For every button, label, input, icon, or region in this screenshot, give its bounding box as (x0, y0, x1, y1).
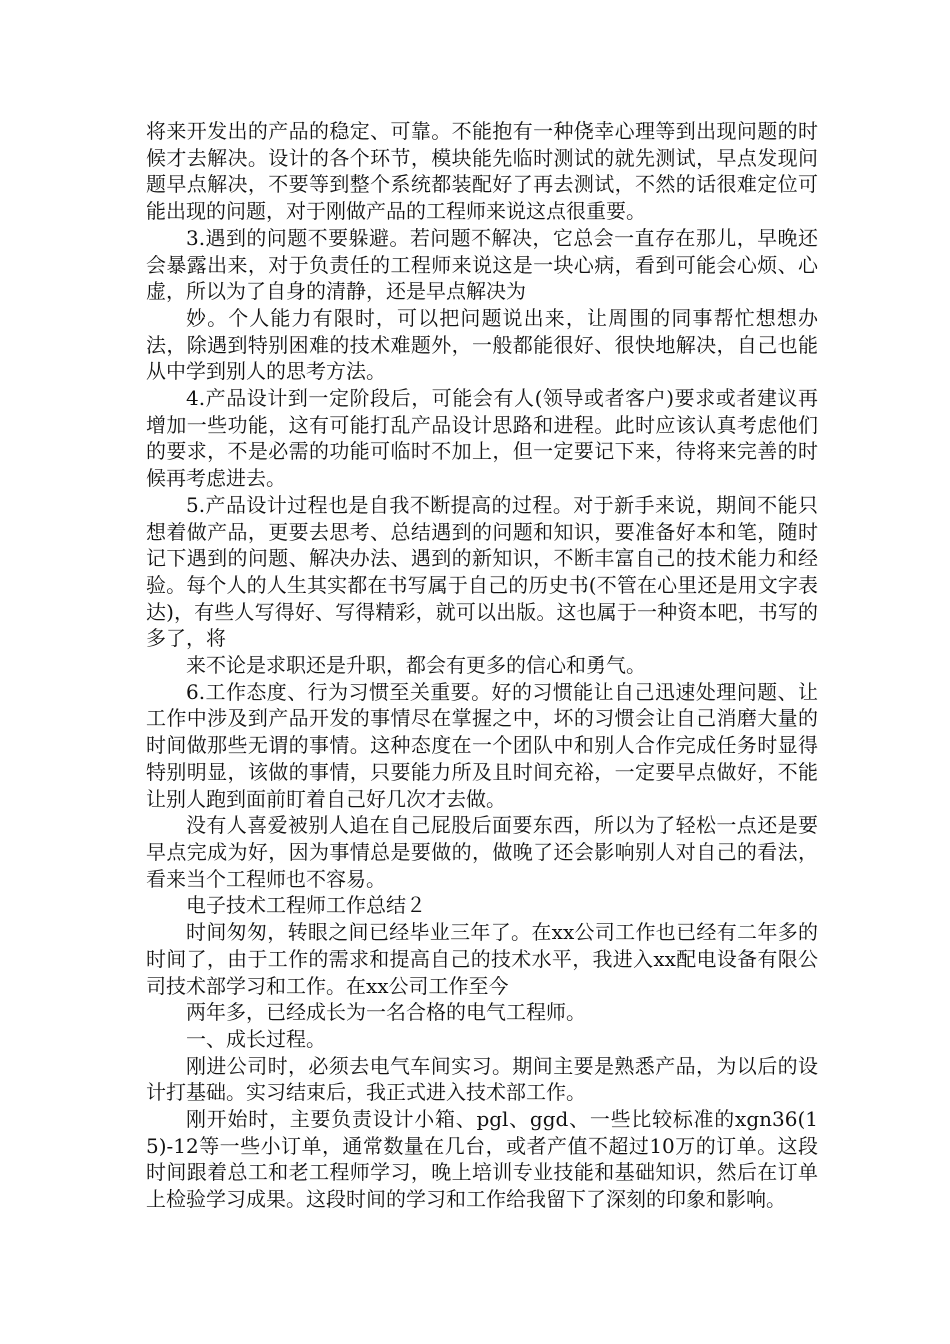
paragraph-internship: 刚进公司时，必须去电气车间实习。期间主要是熟悉产品，为以后的设计打基础。实习结束后，我正式进入技术部工作。 (146, 1053, 818, 1105)
paragraph-conclusion: 没有人喜爱被别人追在自己屁股后面要东西，所以为了轻松一点还是要早点完成为好，因为事情总是要做的，做晚了还会影响别人对自己的看法，看来当个工程师也不容易。 (146, 813, 818, 891)
paragraph-item-4: 4.产品设计到一定阶段后，可能会有人(领导或者客户)要求或者建议再增加一些功能，这有可能打乱产品设计思路和进程。此时应该认真考虑他们的要求，不是必需的功能可临时不加上，但一定要记下来，待将来完善的时候再考虑进去。 (146, 386, 818, 491)
paragraph-continuation: 将来开发出的产品的稳定、可靠。不能抱有一种侥幸心理等到出现问题的时候才去解决。设计的各个环节，模块能先临时测试的就先测试，早点发现问题早点解决，不要等到整个系统都装配好了再去测试，不然的话很难定位可能出现的问题，对于刚做产品的工程师来说这点很重要。 (146, 119, 818, 224)
paragraph-intro: 时间匆匆，转眼之间已经毕业三年了。在xx公司工作也已经有二年多的时间了，由于工作的需求和提高自己的技术水平，我进入xx配电设备有限公司技术部学习和工作。在xx公司工作至今 (146, 920, 818, 998)
subsection-heading: 一、成长过程。 (186, 1026, 326, 1051)
paragraph-item-3: 3.遇到的问题不要躲避。若问题不解决，它总会一直存在那儿，早晚还会暴露出来，对于负责任的工程师来说这是一块心病，看到可能会心烦、心虚，所以为了自身的清静，还是早点解决为 (146, 225, 818, 304)
paragraph-early-work: 刚开始时，主要负责设计小箱、pgl、ggd、一些比较标准的xgn36(15)-12等一些小订单，通常数量在几台，或者产值不超过10万的订单。这段时间跟着总工和老工程师学习，晚上培训专业技能和基础知识，然后在订单上检验学习成果。这段时间的学习和工作给我留下了深刻的印象和影响。 (146, 1107, 818, 1212)
section-heading: 电子技术工程师工作总结２ (186, 893, 426, 918)
paragraph-item-5: 5.产品设计过程也是自我不断提高的过程。对于新手来说，期间不能只想着做产品，更要去思考、总结遇到的问题和知识，要准备好本和笔，随时记下遇到的问题、解决办法、遇到的新知识，不断丰富自己的技术能力和经验。每个人的人生其实都在书写属于自己的历史书(不管在心里还是用文字表达)，有些人写得好、写得精彩，就可以出版。这也属于一种资本吧，书写的多了，将 (146, 492, 818, 651)
paragraph-item-3-continued: 妙。个人能力有限时，可以把问题说出来，让周围的同事帮忙想想办法，除遇到特别困难的技术难题外，一般都能很好、很快地解决，自己也能从中学到别人的思考方法。 (146, 305, 818, 384)
paragraph-item-5-continued: 来不论是求职还是升职，都会有更多的信心和勇气。 (186, 653, 646, 678)
paragraph-intro-continued: 两年多，已经成长为一名合格的电气工程师。 (186, 1000, 586, 1025)
document-body (146, 118, 818, 1213)
paragraph-item-6: 6.工作态度、行为习惯至关重要。好的习惯能让自己迅速处理问题、让工作中涉及到产品开发的事情尽在掌握之中，坏的习惯会让自己消磨大量的时间做那些无谓的事情。这种态度在一个团队中和别人合作完成任务时显得特别明显，该做的事情，只要能力所及且时间充裕，一定要早点做好，不能让别人跑到面前盯着自己好几次才去做。 (146, 679, 818, 811)
